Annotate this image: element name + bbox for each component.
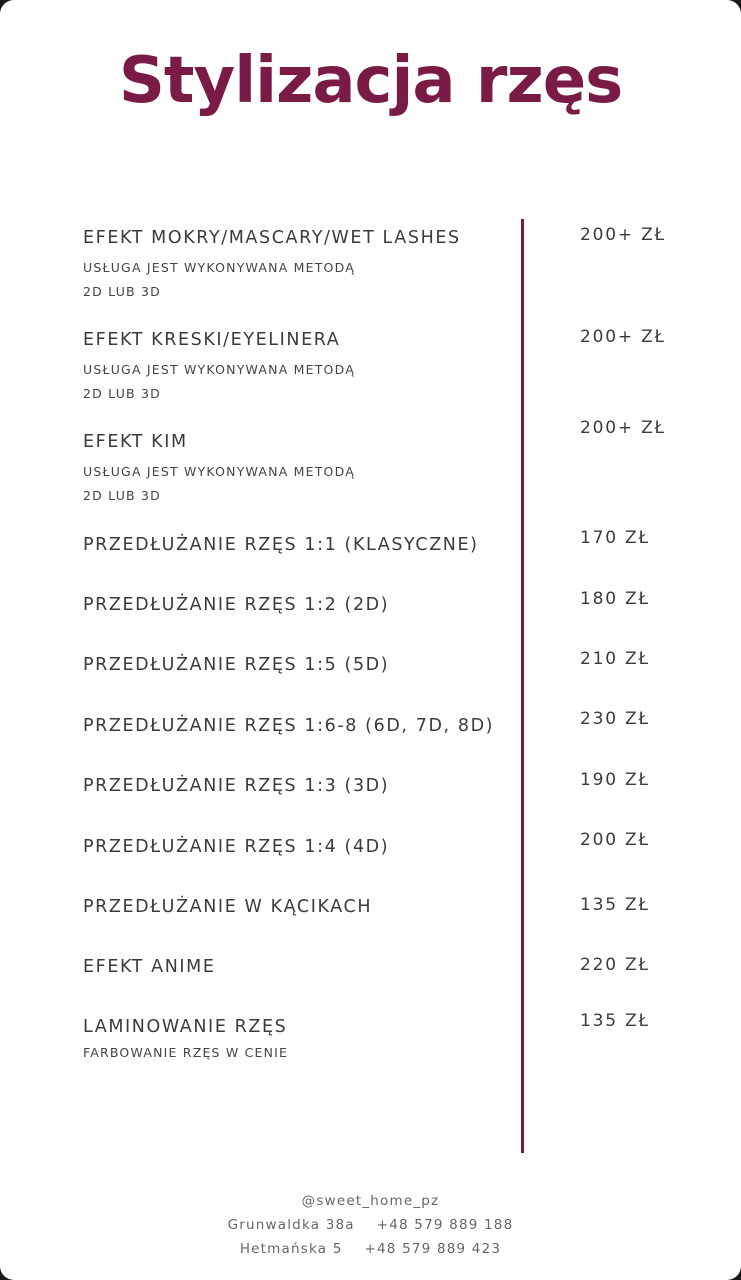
service-name: EFEKT MOKRY/MASCARY/WET LASHES: [83, 228, 461, 248]
service-item: [83, 837, 389, 857]
service-name: EFEKT KRESKI/EYELINERA: [83, 330, 341, 350]
service-price: 200+ ZŁ: [580, 225, 666, 245]
service-item: [83, 776, 389, 796]
service-name: PRZEDŁUŻANIE RZĘS 1:5 (5D): [83, 655, 390, 675]
service-price: 200+ ZŁ: [580, 327, 666, 347]
service-price: 230 ZŁ: [580, 709, 650, 729]
service-note-line: 2D LUB 3D: [83, 488, 161, 503]
phone-1: +48 579 889 188: [376, 1217, 514, 1233]
instagram-handle: @sweet_home_pz: [301, 1193, 440, 1209]
service-price: 220 ZŁ: [580, 955, 650, 975]
service-item: [83, 897, 372, 917]
service-name: PRZEDŁUŻANIE RZĘS 1:2 (2D): [83, 595, 390, 615]
service-name: EFEKT KIM: [83, 432, 188, 452]
service-note-line: USŁUGA JEST WYKONYWANA METODĄ: [83, 464, 355, 479]
service-item: [83, 330, 355, 406]
contact-line-1: [0, 1217, 741, 1233]
service-note: [83, 460, 355, 508]
service-note: [83, 1041, 288, 1065]
service-note-line: 2D LUB 3D: [83, 284, 161, 299]
service-item: [83, 1017, 288, 1065]
service-name: LAMINOWANIE RZĘS: [83, 1017, 288, 1037]
service-price: 190 ZŁ: [580, 770, 650, 790]
service-item: [83, 716, 494, 736]
address-2: Hetmańska 5: [239, 1241, 343, 1257]
address-1: Grunwaldka 38a: [227, 1217, 355, 1233]
service-note: [83, 256, 461, 304]
service-item: [83, 432, 355, 508]
page-title: Stylizacja rzęs: [118, 44, 623, 118]
service-name: PRZEDŁUŻANIE RZĘS 1:4 (4D): [83, 837, 390, 857]
service-price: 135 ZŁ: [580, 895, 650, 915]
vertical-divider: [521, 219, 524, 1153]
service-name: PRZEDŁUŻANIE RZĘS 1:3 (3D): [83, 776, 390, 796]
service-price: 170 ZŁ: [580, 528, 650, 548]
service-item: [83, 228, 461, 304]
service-name: PRZEDŁUŻANIE RZĘS 1:1 (KLASYCZNE): [83, 535, 479, 555]
service-item: [83, 595, 389, 615]
contact-line-2: [0, 1241, 741, 1257]
service-price: 210 ZŁ: [580, 649, 650, 669]
service-price: 200 ZŁ: [580, 830, 650, 850]
service-item: [83, 535, 479, 555]
service-note: [83, 358, 355, 406]
service-name: PRZEDŁUŻANIE RZĘS 1:6-8 (6D, 7D, 8D): [83, 716, 495, 736]
service-note-line: USŁUGA JEST WYKONYWANA METODĄ: [83, 362, 355, 377]
service-price: 200+ ZŁ: [580, 418, 666, 438]
service-item: [83, 655, 389, 675]
service-item: [83, 957, 216, 977]
service-price: 135 ZŁ: [580, 1011, 650, 1031]
service-name: PRZEDŁUŻANIE W KĄCIKACH: [83, 897, 373, 917]
service-name: EFEKT ANIME: [83, 957, 216, 977]
service-price: 180 ZŁ: [580, 589, 650, 609]
service-note-line: 2D LUB 3D: [83, 386, 161, 401]
phone-2: +48 579 889 423: [364, 1241, 502, 1257]
service-note-line: USŁUGA JEST WYKONYWANA METODĄ: [83, 260, 355, 275]
service-note-line: FARBOWANIE RZĘS W CENIE: [83, 1045, 289, 1060]
